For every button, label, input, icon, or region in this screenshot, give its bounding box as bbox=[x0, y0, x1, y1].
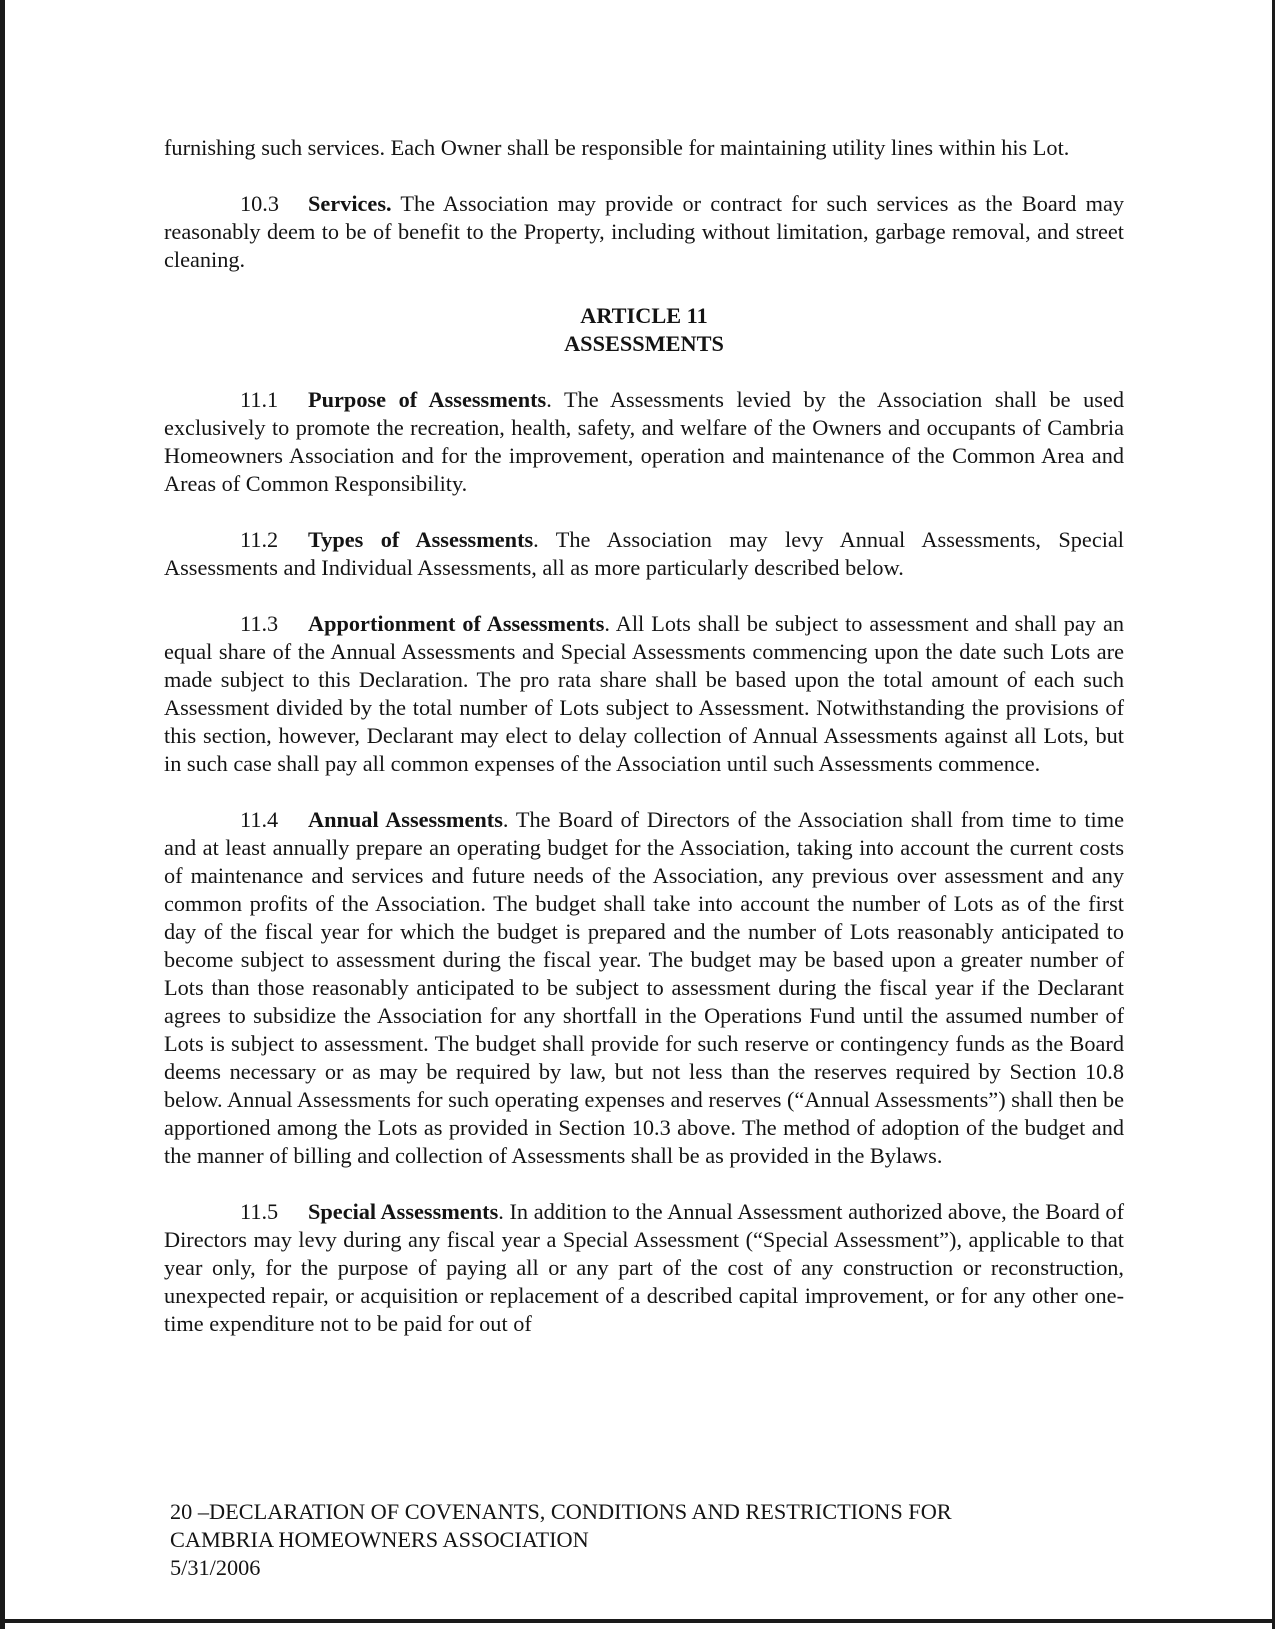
footer-date: 5/31/2006 bbox=[170, 1555, 261, 1580]
section-11-3 bbox=[164, 610, 1124, 778]
section-number: 11.2 bbox=[240, 527, 279, 552]
section-10-3 bbox=[164, 190, 1124, 274]
section-title: Special Assessments bbox=[308, 1199, 499, 1224]
section-text: . In addition to the Annual Assessment authorized above, the Board of Directors may levy during any fiscal year a Special Assessment (“Special Assessment”), applicable to that year only, for the purpose of paying all or any part of the cost of any construction or reconstruction, unexpected repair, or acquisition or replacement of a described capital improvement, or for any other one-time expenditure not to be paid for out of bbox=[164, 1199, 1124, 1336]
intro-paragraph: furnishing such services. Each Owner shall be responsible for maintaining utility lines within his Lot. bbox=[164, 135, 1070, 160]
scan-edge-bottom bbox=[0, 1619, 1275, 1623]
page-footer bbox=[170, 1498, 952, 1582]
section-title: Types of Assessments bbox=[308, 527, 534, 552]
section-number: 11.1 bbox=[240, 387, 279, 412]
document-body bbox=[164, 134, 1124, 1366]
section-text: . All Lots shall be subject to assessment and shall pay an equal share of the Annual Assessments and Special Assessments commencing upon the date such Lots are made subject to this Declaration. The pro rata share shall be based upon the total amount of each such Assessment divided by the total number of Lots subject to Assessment. Notwithstanding the provisions of this section, however, Declarant may elect to delay collection of Annual Assessments against all Lots, but in such case shall pay all common expenses of the Association until such Assessments commence. bbox=[164, 611, 1124, 776]
section-title: Services. bbox=[308, 191, 392, 216]
section-text: . The Association may levy Annual Assessments, Special Assessments and Individual Assessments, all as more particularly described below. bbox=[164, 527, 1124, 580]
article-heading bbox=[164, 302, 1124, 358]
section-11-4 bbox=[164, 806, 1124, 1170]
section-number: 11.3 bbox=[240, 611, 279, 636]
section-11-5 bbox=[164, 1198, 1124, 1338]
section-text: The Association may provide or contract for such services as the Board may reasonably deem to be of benefit to the Property, including without limitation, garbage removal, and street cleaning. bbox=[164, 191, 1124, 272]
footer-title-line: 20 –DECLARATION OF COVENANTS, CONDITIONS AND RESTRICTIONS FOR bbox=[170, 1499, 952, 1524]
section-title: Purpose of Assessments bbox=[308, 387, 547, 412]
section-number: 11.4 bbox=[240, 807, 279, 832]
section-text: . The Board of Directors of the Association shall from time to time and at least annually prepare an operating budget for the Association, taking into account the current costs of maintenance and services and future needs of the Association, any previous over assessment and any common profits of the Association. The budget shall take into account the number of Lots as of the first day of the fiscal year for which the budget is prepared and the number of Lots reasonably anticipated to become subject to assessment during the fiscal year. The budget may be based upon a greater number of Lots than those reasonably anticipated to be subject to assessment during the fiscal year if the Declarant agrees to subsidize the Association for any shortfall in the Operations Fund until the assumed number of Lots is subject to assessment. The budget shall provide for such reserve or contingency funds as the Board deems necessary or as may be required by law, but not less than the reserves required by Section 10.8 below. Annual Assessments for such operating expenses and reserves (“Annual Assessments”) shall then be apportioned among the Lots as provided in Section 10.3 above. The method of adoption of the budget and the manner of billing and collection of Assessments shall be as provided in the Bylaws. bbox=[164, 807, 1124, 1168]
section-11-2 bbox=[164, 526, 1124, 582]
article-title: ASSESSMENTS bbox=[564, 331, 724, 356]
section-11-1 bbox=[164, 386, 1124, 498]
footer-association-line: CAMBRIA HOMEOWNERS ASSOCIATION bbox=[170, 1527, 589, 1552]
section-title: Apportionment of Assessments bbox=[308, 611, 605, 636]
section-text: . The Assessments levied by the Association shall be used exclusively to promote the recreation, health, safety, and welfare of the Owners and occupants of Cambria Homeowners Association and for the improvement, operation and maintenance of the Common Area and Areas of Common Responsibility. bbox=[164, 387, 1124, 496]
section-number: 10.3 bbox=[240, 191, 280, 216]
section-title: Annual Assessments bbox=[308, 807, 503, 832]
article-label: ARTICLE 11 bbox=[580, 303, 708, 328]
section-number: 11.5 bbox=[240, 1199, 279, 1224]
scan-edge-left bbox=[0, 0, 5, 1629]
